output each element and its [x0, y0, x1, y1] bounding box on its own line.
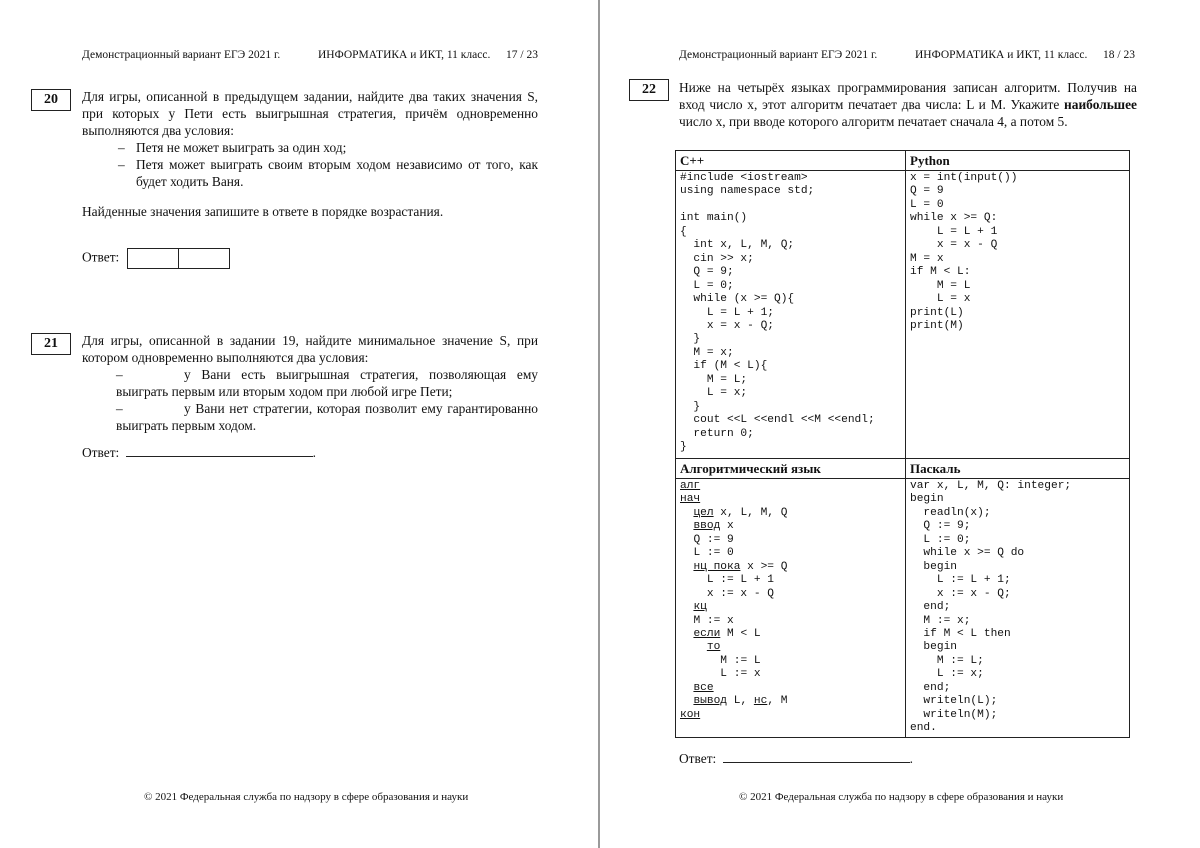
task-21-answer: Ответ: .: [82, 445, 317, 460]
task-21-intro: Для игры, описанной в задании 19, найдите минимальное значение S, при котором одновременно выполняются два условия:: [82, 333, 538, 365]
task-number-box: 20: [31, 89, 71, 111]
answer-cell[interactable]: [127, 248, 179, 269]
answer-line[interactable]: [723, 749, 910, 763]
header-subject: ИНФОРМАТИКА и ИКТ, 11 класс.: [318, 49, 491, 61]
pascal-title: Паскаль: [906, 459, 1130, 479]
right-page: [600, 0, 1200, 848]
task-20-condition: Петя может выиграть своим вторым ходом независимо от того, как будет ходить Ваня.: [136, 157, 538, 189]
task-number-box: 22: [629, 79, 669, 101]
task-21-condition: у Вани нет стратегии, которая позволит ему гарантированно выиграть первым ходом.: [116, 401, 538, 433]
header-page-number: 17 / 23: [506, 49, 538, 61]
task-20-intro: Для игры, описанной в предыдущем задании, найдите два таких значения S, при которых у Пети есть выигрышная стратегия, причём одновременно выполняются два условия:: [82, 89, 538, 138]
cpp-title: C++: [676, 151, 906, 171]
header-exam: Демонстрационный вариант ЕГЭ 2021 г.: [82, 49, 281, 61]
task-20-answer: [82, 248, 230, 269]
answer-label: Ответ:: [82, 249, 120, 265]
task-22: [679, 79, 1137, 130]
header-exam: Демонстрационный вариант ЕГЭ 2021 г.: [679, 49, 878, 61]
python-title: Python: [906, 151, 1130, 171]
answer-line[interactable]: [126, 443, 313, 457]
pascal-code-cell: [906, 479, 1130, 738]
task-21-condition: у Вани есть выигрышная стратегия, позволяющая ему выиграть первым или вторым ходом при любой игре Пети;: [116, 367, 538, 399]
python-code: x = int(input()) Q = 9 L = 0 while x >= Q: L = L + 1 x = x - Q M = x if M < L: M = L L = x print(L) print(M): [910, 172, 1018, 332]
task-20-condition: Петя не может выиграть за один ход;: [136, 140, 347, 155]
task-20: Для игры, описанной в предыдущем задании, найдите два таких значения S, при которых у Пети есть выигрышная стратегия, причём одновременно выполняются два условия: – Петя не может выиграть за один ход; – Петя может выиграть своим вторым ходом независимо от того, как будет ходить Ваня.: [82, 89, 538, 189]
code-table: [675, 150, 1130, 738]
task-22-text: Ниже на четырёх языках программирования записан алгоритм. Получив на вход число x, этот алгоритм печатает два числа: L и M. Укажите: [679, 80, 1137, 112]
alg-code-cell: [676, 479, 906, 738]
left-page: [0, 0, 598, 848]
cpp-code-cell: [676, 171, 906, 459]
alg-title: Алгоритмический язык: [676, 459, 906, 479]
task-20-note: Найденные значения запишите в ответе в порядке возрастания.: [82, 204, 444, 219]
task-number-box: 21: [31, 333, 71, 355]
answer-label: Ответ:: [82, 445, 120, 460]
page-footer: © 2021 Федеральная служба по надзору в сфере образования и науки: [739, 791, 1064, 803]
task-22-text: число x, при вводе которого алгоритм печатает сначала 4, а потом 5.: [679, 114, 1068, 129]
task-22-answer: Ответ: .: [679, 751, 914, 766]
pascal-code: var x, L, M, Q: integer; begin readln(x); Q := 9; L := 0; while x >= Q do begin L := L + 1; x := x - Q; end; M := x; if M < L then begin M := L; L := x; end; writeln(L); writeln(M); end.: [910, 480, 1072, 735]
header-page-number: 18 / 23: [1103, 49, 1135, 61]
cpp-code: #include <iostream> using namespace std; int main() { int x, L, M, Q; cin >> x; Q = 9; L = 0; while (x >= Q){ L = L + 1; x = x - Q; } M = x; if (M < L){ M = L; L = x; } cout <<L <<endl <<M <<endl; return 0; }: [680, 172, 875, 454]
python-code-cell: [906, 171, 1130, 459]
task-22-emphasis: наибольшее: [1064, 97, 1137, 112]
header-subject: ИНФОРМАТИКА и ИКТ, 11 класс.: [915, 49, 1088, 61]
answer-cell[interactable]: [178, 248, 230, 269]
answer-label: Ответ:: [679, 751, 717, 766]
page-footer: © 2021 Федеральная служба по надзору в сфере образования и науки: [144, 791, 469, 803]
task-21: Для игры, описанной в задании 19, найдите минимальное значение S, при котором одновременно выполняются два условия: – у Вани есть выигрышная стратегия, позволяющая ему выиграть первым или вторым ходом при любой игре Пети; – у Вани нет стратегии, которая позволит ему гарантированно выиграть первым ходом.: [82, 333, 538, 433]
alg-code: алг нач цел x, L, M, Q ввод x Q := 9 L := 0 нц пока x >= Q L := L + 1 x := x - Q кц M := x если M < L то M := L L := x все вывод L, нс, M кон: [680, 480, 788, 721]
